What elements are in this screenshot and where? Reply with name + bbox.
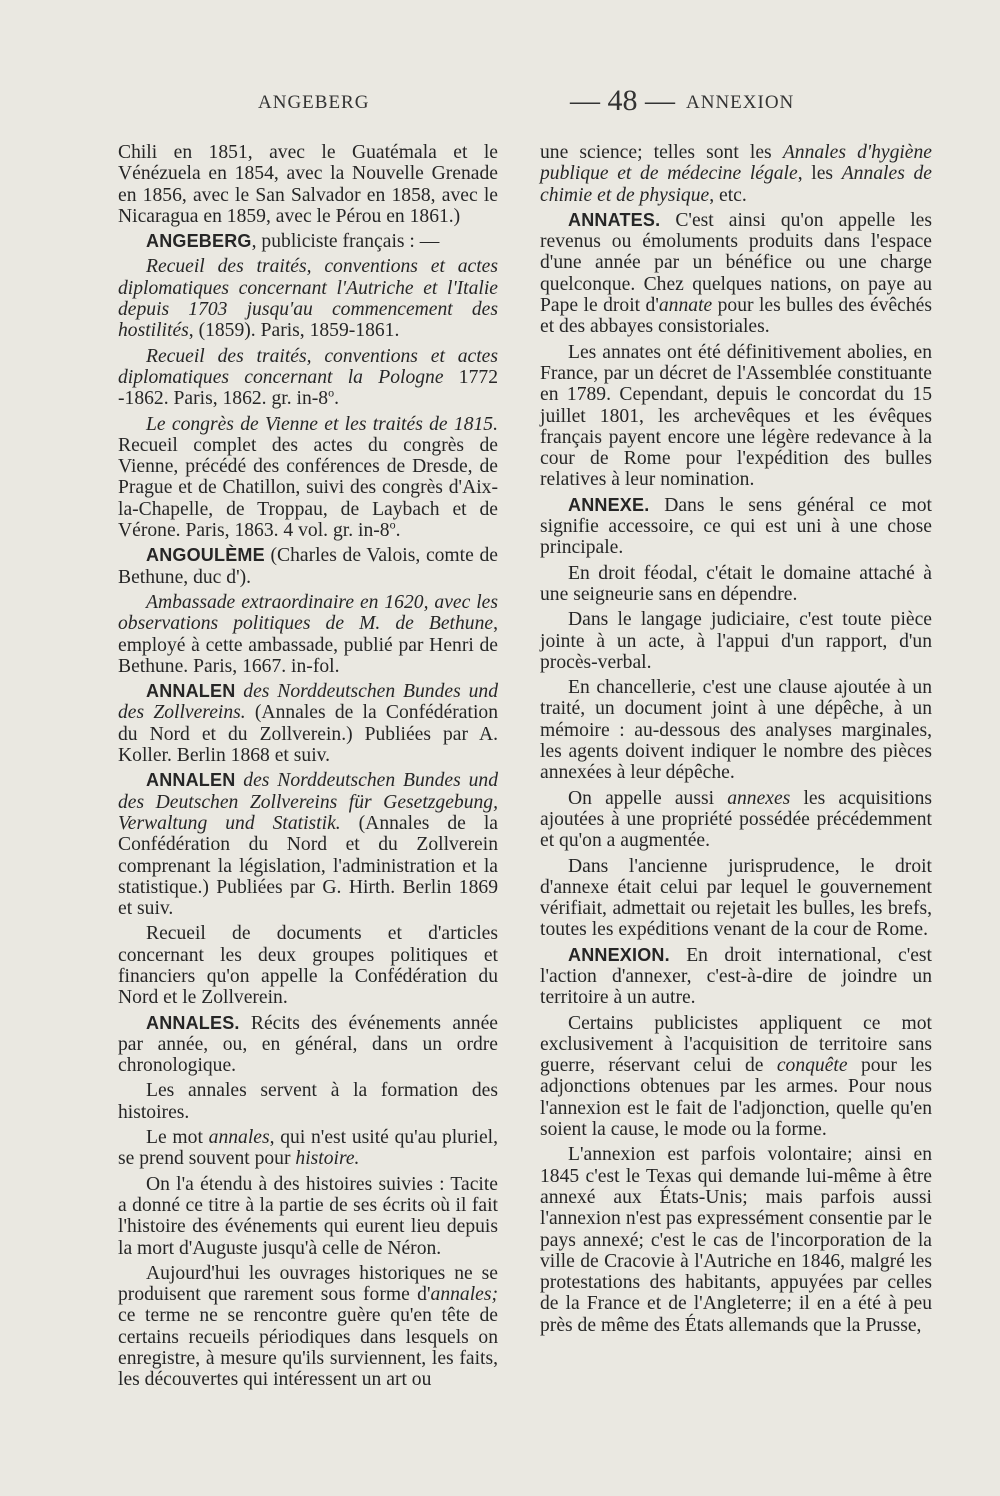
paragraph: [540, 142, 932, 206]
text: (Annales de la Confédération du Nord et du Zollverein comprenant la législation, l'administration et la statistique.) Publiées par G. Hirth. Berlin 1869 et suiv.: [118, 812, 499, 920]
text: C'est ainsi qu'on appelle les revenus ou émoluments produits dans l'espace d'une année par un bénéfice ou une charge quelconque. Chez quelques nations, on paye au Pape le droit d': [540, 209, 932, 317]
text: Le mot: [146, 1127, 209, 1149]
entry-annalen-2: [118, 770, 498, 919]
left-column: [118, 142, 498, 1395]
entry-annexion: [540, 945, 932, 1009]
text: Les annales servent à la formation des histoires.: [118, 1080, 498, 1123]
headword: ANNATES.: [568, 209, 661, 230]
text: Dans l'ancienne jurisprudence, le droit d'annexe était celui par lequel le gouvernement vérifiait, admettait ou rejetait les bulles, les brefs, toutes les expéditions venant de la cour de Rome.: [540, 855, 932, 941]
text: On l'a étendu à des histoires suivies : Tacite a donné ce titre à la partie de ses écrits où il fait l'histoire des événements qui eurent lieu depuis la mort d'Auguste jusqu'à celle de Néron.: [118, 1173, 498, 1259]
text: Récits des événements année par année, ou, en général, dans un ordre chronologique.: [118, 1012, 498, 1077]
entry-annates: [540, 210, 932, 338]
text: une science; telles sont les: [540, 142, 783, 163]
text: 1772 -1862. Paris, 1862. gr. in-8: [118, 366, 498, 410]
headword: ANNALES.: [146, 1012, 240, 1033]
entry-annexe: [540, 495, 932, 559]
paragraph: [118, 923, 498, 1008]
text: .: [334, 388, 339, 410]
text: Certains publicistes appliquent ce mot exclusivement à l'acquisition de territoire sans guerre, réservant celui de: [540, 1012, 932, 1077]
italic-title: Annales de chimie et de physique: [540, 163, 932, 206]
paragraph: [540, 609, 932, 673]
italic-title: Recueil des traités, conventions et actes diplomatiques concernant l'Autriche et l'Italie depuis 1703 jusqu'au commencement des hostilités: [118, 256, 498, 342]
italic-word: annate: [658, 295, 713, 317]
text: pour les adjonctions obtenues par les armes. Pour nous l'annexion est le fait de l'adjonction, quelle qu'en soient la cause, le mode ou la forme.: [540, 1055, 932, 1141]
running-header: [118, 84, 800, 124]
paragraph: [540, 788, 932, 852]
text: Recueil complet des actes du congrès de Vienne, précédé des conférences de Dresde, de Prague et de Chatillon, suivi des congrès d'Aix-la-Chapelle, de Troppau, de Laybach et de Vérone. Paris, 1863. 4 vol. gr. in-8: [118, 434, 498, 542]
text: Aujourd'hui les ouvrages historiques ne se produisent que rarement sous forme d': [118, 1262, 498, 1306]
italic-title: Annales d'hygiène publique et de médecine légale: [540, 142, 932, 185]
right-column: [540, 142, 932, 1340]
page-number: — 48 —: [570, 84, 675, 117]
entry-annalen-1: [118, 681, 498, 766]
text: (Charles de Valois, comte de Bethune, duc d').: [118, 545, 498, 588]
italic-title: Le congrès de Vienne et les traités de 1815.: [146, 413, 498, 435]
paragraph: [540, 563, 932, 606]
superscript: o: [389, 517, 396, 532]
text: , qui n'est usité qu'au pluriel, se prend souvent pour: [118, 1127, 498, 1170]
text: En chancellerie, c'est une clause ajoutée à un traité, un document joint à une dépêche, à un mémoire : au-dessous des analyses marginales, les agents doivent indiquer le nombre des pièces annexées à leur dépêche.: [540, 677, 932, 784]
italic-word: conquête: [776, 1055, 848, 1077]
text: , (1859). Paris, 1859-1861.: [188, 320, 400, 342]
text: L'annexion est parfois volontaire; ainsi en 1845 c'est le Texas qui demande lui-même à être annexé aux États-Unis; mais parfois aussi l'annexion n'est pas expressément consentie par le pays annexé; c'est le cas de l'incorporation de la ville de Cracovie à l'Autriche en 1846, malgré les protestations des habitants, appuyées par celles de la France et de l'Angleterre; il en a été à peu près de même des États allemands que la Prusse,: [540, 1144, 932, 1336]
text: Recueil de documents et d'articles concernant les deux groupes politiques et financiers qu'on appelle la Confédération du Nord et le Zollverein.: [118, 923, 498, 1009]
headword: ANGOULÈME: [146, 545, 265, 566]
paragraph: [540, 856, 932, 941]
paragraph: [118, 346, 498, 410]
headword: ANNALEN: [146, 681, 236, 702]
text: les acquisitions ajoutées à une propriété possédée précédemment et qu'on a augmentée.: [540, 787, 933, 852]
superscript: o: [328, 385, 335, 400]
paragraph: [118, 1174, 498, 1259]
text: .: [395, 520, 401, 542]
italic-title: des Norddeutschen Bundes und des Deutschen Zollvereins für Gesetzgebung, Verwaltung und Statistik.: [118, 770, 498, 834]
paragraph: [118, 256, 498, 341]
italic-word: annales: [208, 1127, 270, 1149]
text: , les: [797, 163, 842, 185]
entry-angeberg: [118, 231, 498, 252]
text: Dans le langage judiciaire, c'est toute pièce jointe à un acte, à l'appui d'un rapport, d'un procès-verbal.: [540, 609, 932, 673]
paragraph: [118, 1080, 498, 1123]
paragraph: [118, 142, 498, 227]
paragraph: [118, 1127, 498, 1170]
italic-word: annales;: [430, 1284, 498, 1306]
text: On appelle aussi: [568, 787, 728, 809]
header-right-word: ANNEXION: [686, 92, 795, 113]
paragraph: [540, 342, 932, 491]
text: ce terme ne se rencontre guère qu'en tête de certains recueils périodiques dans lesquels on enregistre, à mesure qu'ils surviennent, les faits, les découvertes qui intéressent un art ou: [118, 1305, 498, 1391]
paragraph: [540, 1144, 932, 1336]
text: , employé à cette ambassade, publié par Henri de Bethune. Paris, 1667. in-fol.: [118, 613, 498, 677]
italic-title: Ambassade extraordinaire en 1620, avec les observations politiques de M. de Bethune: [118, 591, 498, 635]
italic-title: des Norddeutschen Bundes und des Zollvereins.: [118, 681, 498, 724]
italic-word: histoire.: [295, 1148, 360, 1170]
header-left-word: ANGEBERG: [258, 92, 370, 113]
text: (Annales de la Confédération du Nord et du Zollverein.) Publiées par A. Koller. Berlin 1868 et suiv.: [118, 702, 498, 767]
text: Dans le sens général ce mot signifie accessoire, ce qui est uni à une chose principale.: [540, 494, 932, 559]
headword: ANGEBERG: [146, 231, 252, 252]
text: En droit féodal, c'était le domaine attaché à une seigneurie sans en dépendre.: [540, 562, 932, 605]
paragraph: [118, 414, 498, 542]
headword: ANNALEN: [146, 770, 236, 791]
text: pour les bulles des évêchés et des abbayes consistoriales.: [540, 295, 932, 338]
text: En droit international, c'est l'action d'annexer, c'est-à-dire de joindre un territoire à un autre.: [540, 944, 932, 1009]
entry-annales: [118, 1013, 498, 1077]
text: , etc.: [709, 184, 747, 206]
paragraph: [540, 1013, 932, 1141]
paragraph: [118, 1263, 498, 1391]
italic-title: Recueil des traités, conventions et actes diplomatiques concernant la Pologne: [118, 345, 498, 388]
headword: ANNEXION.: [568, 944, 670, 965]
entry-angouleme: [118, 545, 498, 588]
paragraph: [118, 592, 498, 677]
headword: ANNEXE.: [568, 494, 650, 515]
italic-word: annexes: [727, 787, 791, 809]
text: , publiciste français : —: [251, 231, 440, 253]
text: Chili en 1851, avec le Guatémala et le Vénézuela en 1854, avec la Nouvelle Grenade en 1856, avec le San Salvador en 1858, avec le Nicaragua en 1859, avec le Pérou en 1861.): [118, 142, 498, 227]
text: Les annates ont été définitivement abolies, en France, par un décret de l'Assemblée constituante en 1789. Cependant, depuis le concordat du 15 juillet 1801, les archevêques et les évêques français payent encore une légère redevance à la cour de Rome pour l'expédition des bulles relatives à leur nomination.: [540, 341, 932, 491]
paragraph: [540, 677, 932, 783]
